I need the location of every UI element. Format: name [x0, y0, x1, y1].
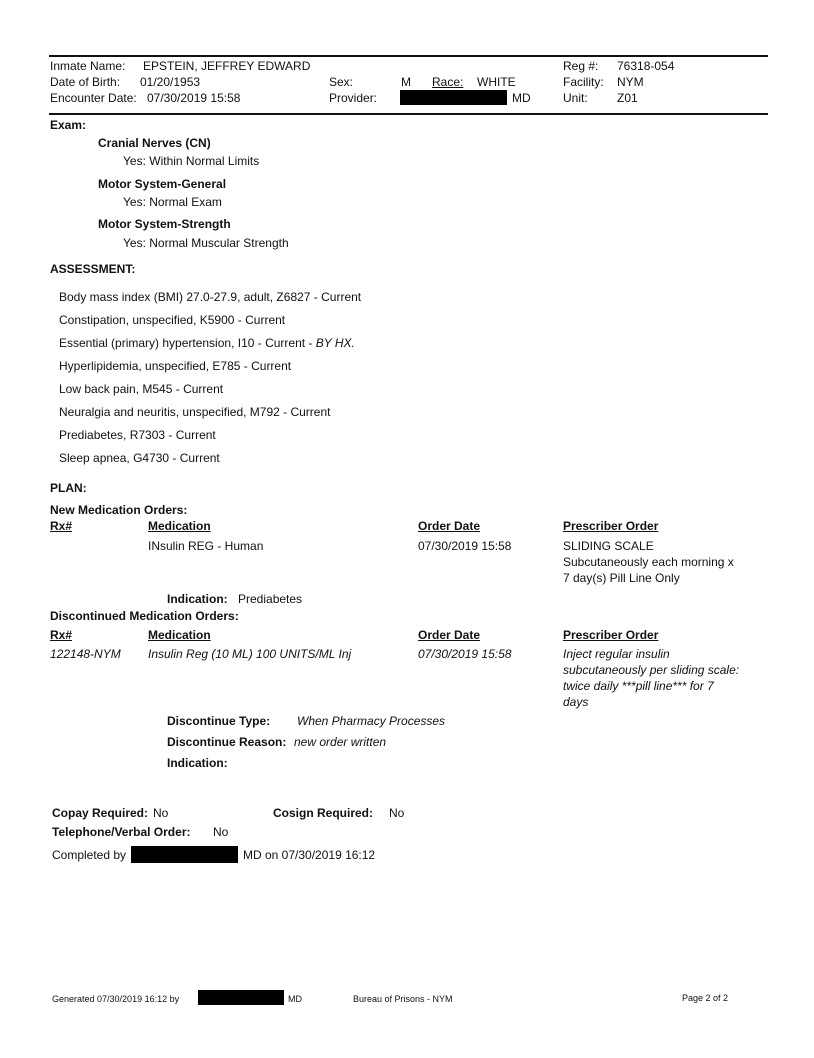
completed-by-label: Completed by — [52, 848, 127, 862]
assessment-item: Neuralgia and neuritis, unspecified, M792 - Current — [59, 405, 331, 419]
sex-value: M — [401, 75, 411, 89]
discontinued-rx: 122148-NYM — [50, 647, 121, 661]
provider-suffix: MD — [512, 91, 531, 105]
bureau-label: Bureau of Prisons - NYM — [353, 994, 453, 1004]
assessment-item: Hyperlipidemia, unspecified, E785 - Current — [59, 359, 292, 373]
new-order-prescriber: Subcutaneously each morning x — [563, 555, 734, 569]
discontinued-medication: Insulin Reg (10 ML) 100 UNITS/ML Inj — [148, 647, 352, 661]
race-label: Race: — [432, 75, 464, 89]
discontinued-label: Discontinued Medication Orders: — [50, 609, 239, 623]
col-order-date: Order Date — [418, 519, 481, 533]
new-order-medication: INsulin REG - Human — [148, 539, 264, 553]
exam-section-finding: Yes: Within Normal Limits — [123, 154, 260, 168]
col-rx: Rx# — [50, 628, 73, 642]
assessment-item: Sleep apnea, G4730 - Current — [59, 451, 220, 465]
cosign-value: No — [389, 806, 405, 820]
header-bottom-rule — [49, 113, 768, 115]
exam-section-title: Motor System-General — [98, 177, 227, 191]
inmate-name-label: Inmate Name: — [50, 59, 126, 73]
new-order-prescriber: 7 day(s) Pill Line Only — [563, 571, 680, 585]
copay-label: Copay Required: — [52, 806, 149, 820]
completed-by-suffix: MD on 07/30/2019 16:12 — [243, 848, 376, 862]
col-medication: Medication — [148, 628, 211, 642]
race-value: WHITE — [477, 75, 516, 89]
discontinue-type-label: Discontinue Type: — [167, 714, 271, 728]
new-order-date: 07/30/2019 15:58 — [418, 539, 512, 553]
facility-label: Facility: — [563, 75, 604, 89]
col-rx: Rx# — [50, 519, 73, 533]
provider-label: Provider: — [329, 91, 378, 105]
encounter-date-label: Encounter Date: — [50, 91, 137, 105]
unit-label: Unit: — [563, 91, 588, 105]
reg-value: 76318-054 — [617, 59, 675, 73]
telephone-value: No — [213, 825, 229, 839]
exam-section-finding: Yes: Normal Muscular Strength — [123, 236, 289, 250]
discontinued-prescriber: Inject regular insulin — [563, 647, 670, 661]
col-medication: Medication — [148, 519, 211, 533]
discontinued-prescriber: twice daily ***pill line*** for 7 — [563, 679, 714, 693]
assessment-label: ASSESSMENT: — [50, 262, 136, 276]
discontinued-prescriber: days — [563, 695, 589, 709]
facility-value: NYM — [617, 75, 644, 89]
new-order-prescriber: SLIDING SCALE — [563, 539, 654, 553]
discontinue-type: When Pharmacy Processes — [297, 714, 446, 728]
assessment-item: Constipation, unspecified, K5900 - Current — [59, 313, 286, 327]
page-number: Page 2 of 2 — [682, 993, 729, 1003]
assessment-item: Low back pain, M545 - Current — [59, 382, 224, 396]
plan-label: PLAN: — [50, 481, 87, 495]
generated-suffix: MD — [288, 994, 302, 1004]
unit-value: Z01 — [617, 91, 638, 105]
telephone-label: Telephone/Verbal Order: — [52, 825, 191, 839]
assessment-item: Prediabetes, R7303 - Current — [59, 428, 216, 442]
provider-redaction — [400, 90, 507, 105]
new-order-indication-label: Indication: — [167, 592, 228, 606]
hypertension-note: BY HX. — [315, 336, 355, 350]
exam-label: Exam: — [50, 118, 87, 132]
cosign-label: Cosign Required: — [273, 806, 374, 820]
generated-by-redaction — [198, 990, 284, 1005]
new-orders-label: New Medication Orders: — [50, 503, 188, 517]
discontinued-indication-label: Indication: — [167, 756, 228, 770]
copay-value: No — [153, 806, 169, 820]
sex-label: Sex: — [329, 75, 354, 89]
col-prescriber: Prescriber Order — [563, 519, 659, 533]
exam-section-title: Cranial Nerves (CN) — [98, 136, 211, 150]
col-order-date: Order Date — [418, 628, 481, 642]
dob-label: Date of Birth: — [50, 75, 121, 89]
discontinued-prescriber: subcutaneously per sliding scale: — [563, 663, 740, 677]
reg-label: Reg #: — [563, 59, 599, 73]
assessment-item — [59, 336, 355, 350]
discontinued-order-date: 07/30/2019 15:58 — [418, 647, 512, 661]
dob-value: 01/20/1953 — [140, 75, 201, 89]
discontinue-reason: new order written — [294, 735, 387, 749]
col-prescriber: Prescriber Order — [563, 628, 659, 642]
completed-by-redaction — [131, 846, 238, 863]
generated-label: Generated 07/30/2019 16:12 by — [52, 994, 180, 1004]
inmate-name: EPSTEIN, JEFFREY EDWARD — [143, 59, 311, 73]
new-order-indication: Prediabetes — [238, 592, 303, 606]
exam-section-finding: Yes: Normal Exam — [123, 195, 222, 209]
exam-section-title: Motor System-Strength — [98, 217, 231, 231]
discontinue-reason-label: Discontinue Reason: — [167, 735, 287, 749]
encounter-date: 07/30/2019 15:58 — [147, 91, 241, 105]
header-top-rule — [49, 55, 768, 57]
assessment-item-text: Essential (primary) hypertension, I10 - Current - — [59, 336, 316, 350]
assessment-item: Body mass index (BMI) 27.0-27.9, adult, Z6827 - Current — [59, 290, 362, 304]
